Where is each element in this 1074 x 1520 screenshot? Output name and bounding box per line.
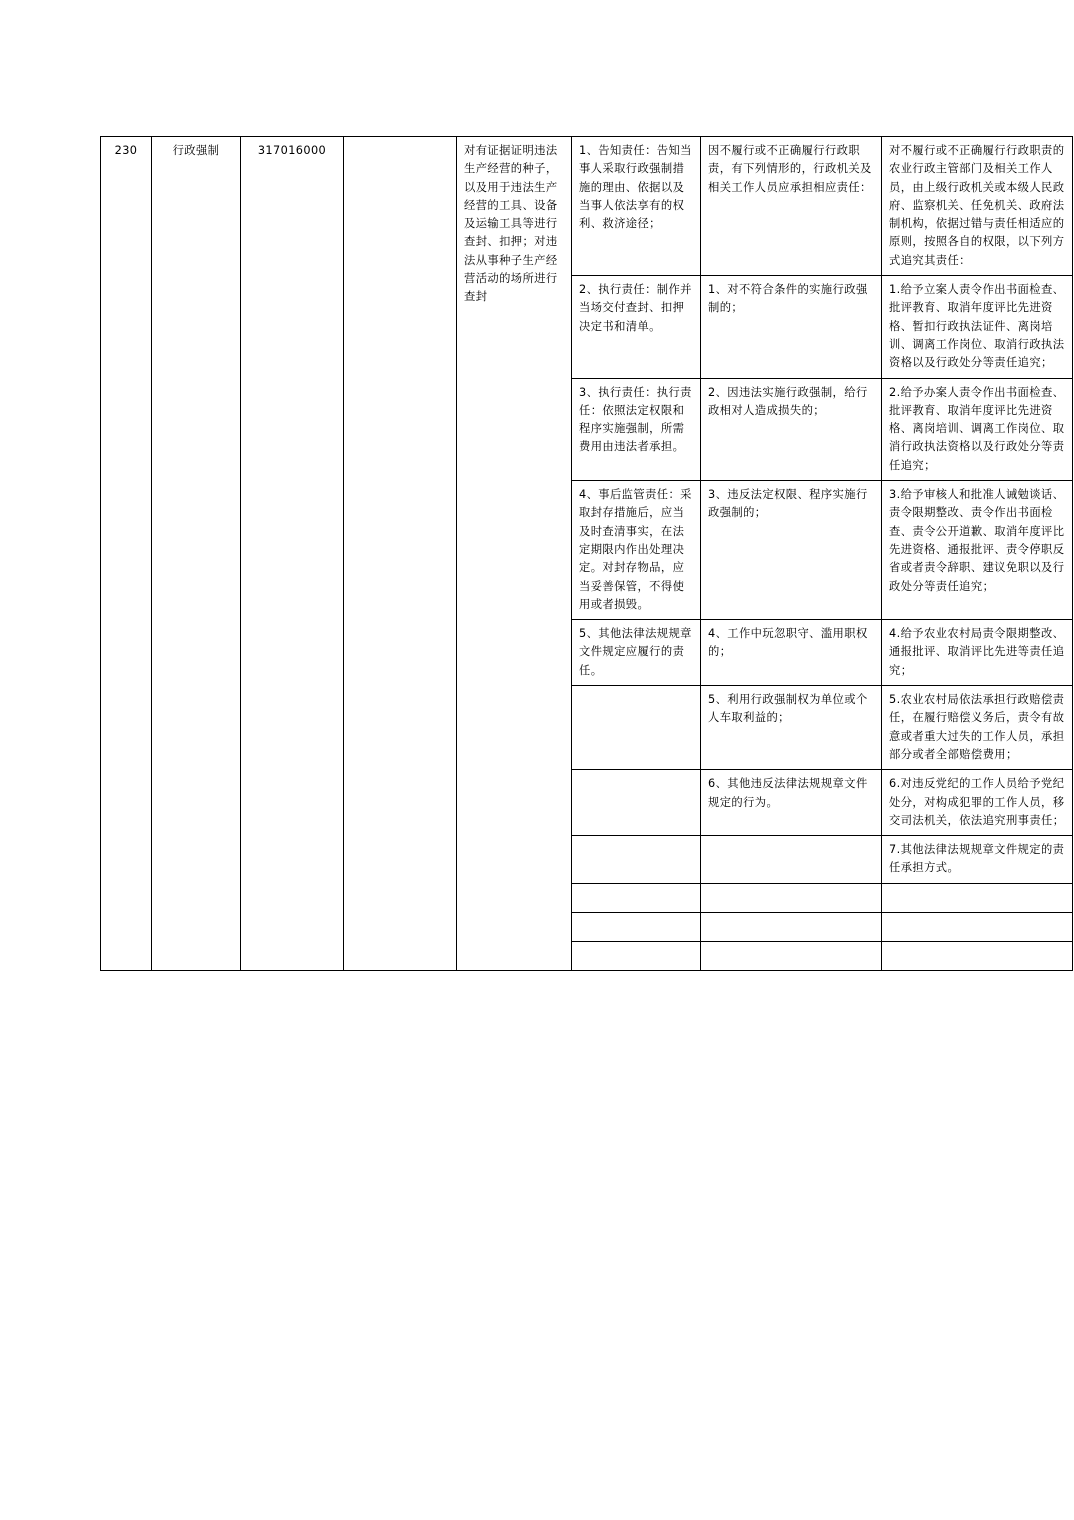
cell-pursuit-11 bbox=[882, 941, 1073, 970]
cell-pursuit-10 bbox=[882, 912, 1073, 941]
cell-liability-10 bbox=[701, 912, 882, 941]
cell-row-number: 230 bbox=[101, 137, 152, 971]
cell-pursuit-2: 1.给予立案人责令作出书面检查、批评教育、取消年度评比先进资格、暂扣行政执法证件、离岗培训、调离工作岗位、取消行政执法资格以及行政处分等责任追究； bbox=[882, 276, 1073, 378]
cell-pursuit-9 bbox=[882, 883, 1073, 912]
cell-liability-2: 1、对不符合条件的实施行政强制的； bbox=[701, 276, 882, 378]
cell-liability-9 bbox=[701, 883, 882, 912]
cell-duty-11 bbox=[572, 941, 701, 970]
cell-duty-3: 3、执行责任：执行责任：依照法定权限和程序实施强制，所需费用由违法者承担。 bbox=[572, 378, 701, 480]
cell-duty-1: 1、告知责任：告知当事人采取行政强制措施的理由、依据以及当事人依法享有的权利、救济途径； bbox=[572, 137, 701, 276]
table-row bbox=[101, 137, 1073, 276]
cell-duty-10 bbox=[572, 912, 701, 941]
cell-duty-5: 5、其他法律法规规章文件规定应履行的责任。 bbox=[572, 620, 701, 686]
cell-liability-3: 2、因违法实施行政强制，给行政相对人造成损失的； bbox=[701, 378, 882, 480]
cell-liability-8 bbox=[701, 836, 882, 884]
cell-liability-5: 4、工作中玩忽职守、滥用职权的； bbox=[701, 620, 882, 686]
cell-description: 对有证据证明违法生产经营的种子，以及用于违法生产经营的工具、设备及运输工具等进行查封、扣押；对违法从事种子生产经营活动的场所进行查封 bbox=[457, 137, 572, 971]
cell-liability-1: 因不履行或不正确履行行政职责，有下列情形的，行政机关及相关工作人员应承担相应责任： bbox=[701, 137, 882, 276]
cell-liability-7: 6、其他违反法律法规规章文件规定的行为。 bbox=[701, 770, 882, 836]
cell-pursuit-8: 7.其他法律法规规章文件规定的责任承担方式。 bbox=[882, 836, 1073, 884]
cell-duty-8 bbox=[572, 836, 701, 884]
cell-pursuit-7: 6.对违反党纪的工作人员给予党纪处分，对构成犯罪的工作人员，移交司法机关，依法追究刑事责任； bbox=[882, 770, 1073, 836]
cell-pursuit-1: 对不履行或不正确履行行政职责的农业行政主管部门及相关工作人员，由上级行政机关或本级人民政府、监察机关、任免机关、政府法制机构，依据过错与责任相适应的原则，按照各自的权限，以下列方式追究其责任： bbox=[882, 137, 1073, 276]
cell-blank bbox=[344, 137, 457, 971]
cell-code: 317016000 bbox=[241, 137, 344, 971]
cell-liability-4: 3、违反法定权限、程序实施行政强制的； bbox=[701, 481, 882, 620]
cell-liability-11 bbox=[701, 941, 882, 970]
cell-pursuit-3: 2.给予办案人责令作出书面检查、批评教育、取消年度评比先进资格、离岗培训、调离工作岗位、取消行政执法资格以及行政处分等责任追究； bbox=[882, 378, 1073, 480]
cell-pursuit-5: 4.给予农业农村局责令限期整改、通报批评、取消评比先进等责任追究； bbox=[882, 620, 1073, 686]
cell-power-type: 行政强制 bbox=[152, 137, 241, 971]
cell-liability-6: 5、利用行政强制权为单位或个人车取利益的； bbox=[701, 686, 882, 770]
cell-duty-7 bbox=[572, 770, 701, 836]
table-container bbox=[100, 136, 1065, 971]
responsibility-table bbox=[100, 136, 1073, 971]
cell-pursuit-4: 3.给予审核人和批准人诫勉谈话、责令限期整改、责令作出书面检查、责令公开道歉、取消年度评比先进资格、通报批评、责令停职反省或者责令辞职、建议免职以及行政处分等责任追究； bbox=[882, 481, 1073, 620]
cell-duty-9 bbox=[572, 883, 701, 912]
cell-duty-6 bbox=[572, 686, 701, 770]
cell-duty-4: 4、事后监管责任：采取封存措施后，应当及时查清事实，在法定期限内作出处理决定。对封存物品，应当妥善保管，不得使用或者损毁。 bbox=[572, 481, 701, 620]
cell-duty-2: 2、执行责任：制作并当场交付查封、扣押决定书和清单。 bbox=[572, 276, 701, 378]
cell-pursuit-6: 5.农业农村局依法承担行政赔偿责任，在履行赔偿义务后，责令有故意或者重大过失的工作人员，承担部分或者全部赔偿费用； bbox=[882, 686, 1073, 770]
